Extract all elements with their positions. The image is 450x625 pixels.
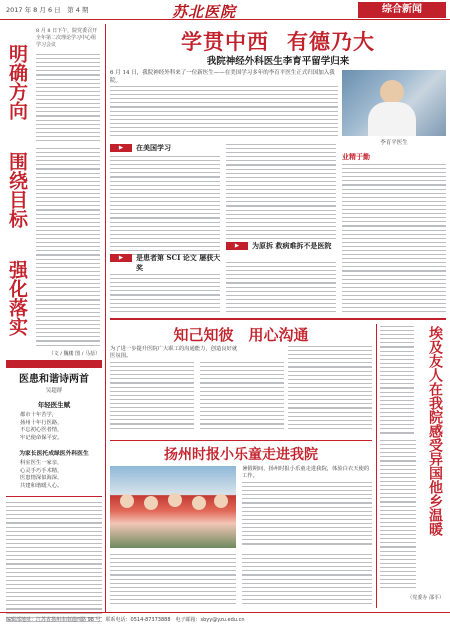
poem-line: 心灵手巧手术精， bbox=[20, 467, 63, 474]
poem-1 bbox=[20, 412, 100, 442]
story-2-col-2 bbox=[200, 362, 284, 432]
story-3 bbox=[110, 444, 372, 606]
lead-headline-part-2: 有德乃大 bbox=[287, 29, 375, 54]
story-2-headline: 知己知彼 用心沟通 bbox=[173, 326, 309, 344]
lead-intro: 6 月 14 日，我院神经外科来了一位新医生——在美国学习多年的李育平医生正式归国加入我院。 bbox=[110, 70, 335, 84]
side-text-2 bbox=[380, 440, 416, 590]
left-section-bar bbox=[6, 360, 102, 368]
lead-photo bbox=[342, 70, 446, 136]
slogan-1: 明确方向 bbox=[6, 44, 28, 120]
story-3-photo bbox=[110, 466, 236, 548]
subhead-marker: ▶ bbox=[110, 254, 132, 262]
page-footer bbox=[0, 612, 450, 625]
side-story-headline: 埃及友人在我院感受异国他乡温暖 bbox=[427, 326, 443, 536]
poem-2 bbox=[20, 460, 100, 490]
person-head bbox=[380, 80, 404, 104]
lead-subhead-3: 是患者第 SCI 论文 屡获大奖 bbox=[136, 253, 221, 272]
subhead-marker: ▶ bbox=[226, 242, 248, 250]
story-3-headline: 扬州时报小乐童走进我院 bbox=[164, 447, 318, 463]
child-head bbox=[192, 496, 206, 510]
left-text-block-2 bbox=[36, 148, 100, 348]
story-divider bbox=[110, 440, 372, 441]
lead-col-2-text-2 bbox=[226, 262, 336, 314]
child-head bbox=[120, 494, 134, 508]
newspaper-logo: 苏北医院 bbox=[172, 3, 237, 21]
side-byline: （党委办 邵平） bbox=[407, 595, 444, 601]
left-column bbox=[6, 24, 102, 624]
poem-line: 都市十年苦学， bbox=[20, 412, 58, 418]
lead-subhead-2: 业精于勤 bbox=[342, 152, 370, 161]
story-3-col-3 bbox=[242, 554, 372, 604]
poem-line: 科室医生一家亲， bbox=[20, 460, 63, 466]
story-3-col-1 bbox=[110, 554, 236, 604]
poem-line: 医患情深似海深， bbox=[20, 475, 63, 481]
child-head bbox=[144, 496, 158, 510]
lead-intro-text bbox=[110, 86, 338, 140]
lead-subheadline: 我院神经外科医生李育平留学归来 bbox=[206, 56, 350, 67]
divider bbox=[6, 496, 102, 497]
lead-col-3-text bbox=[342, 164, 446, 314]
subhead-marker: ▶ bbox=[110, 144, 132, 152]
story-2-col-3 bbox=[288, 346, 372, 432]
article-2-author: 吴超群 bbox=[45, 388, 63, 394]
slogan-2: 围绕目标 bbox=[6, 152, 28, 228]
side-text-1 bbox=[380, 326, 414, 436]
story-3-col-2 bbox=[242, 482, 372, 548]
person-coat bbox=[368, 102, 416, 136]
issue-date: 2017 年 8 月 6 日 第 4 期 bbox=[6, 6, 89, 14]
article-2-title: 医患和谐诗两首 bbox=[19, 374, 89, 385]
lead-story bbox=[110, 26, 446, 316]
column-divider bbox=[105, 24, 106, 612]
page-header bbox=[0, 0, 450, 20]
poem-line: 牢记使命保平安。 bbox=[20, 434, 63, 441]
poem-line: 不忘初心医者情， bbox=[20, 427, 63, 433]
left-lead-text: 8 月 8 日下午，院党委召开全年第二次理论学习中心组学习会议 bbox=[36, 28, 98, 48]
slogan-3: 强化落实 bbox=[6, 260, 28, 336]
lead-photo-caption: 李育平医生 bbox=[380, 140, 408, 146]
story-2 bbox=[110, 324, 372, 436]
lead-headline-part-1: 学贯中西 bbox=[181, 29, 269, 54]
poem-line: 扬州十年行医路， bbox=[20, 419, 63, 426]
poem-1-title: 年轻医生赋 bbox=[37, 401, 71, 409]
child-head bbox=[214, 494, 228, 508]
lead-col-2-text bbox=[226, 144, 336, 240]
poem-line: 共建和谐暖人心。 bbox=[20, 482, 63, 489]
lead-subhead-1: 在美国学习 bbox=[136, 143, 171, 152]
child-head bbox=[168, 493, 182, 507]
story-divider bbox=[110, 318, 446, 320]
poem-2-title: 为家长医托成绿医外科医生 bbox=[19, 451, 89, 457]
story-2-col-1 bbox=[110, 362, 194, 432]
editor-note: （文 / 魏楼 图 / 马蓓） bbox=[48, 351, 100, 357]
lead-headline bbox=[110, 26, 446, 56]
left-text-block bbox=[36, 54, 100, 144]
lead-col-1-text-2 bbox=[110, 274, 220, 314]
section-title: 综合新闻 bbox=[358, 2, 446, 18]
story-2-intro: 为了进一步提升医院广大职工的沟通能力，创造良好就医氛围。 bbox=[110, 346, 238, 359]
story-3-intro: 暑假期间，扬州时报小乐童走进我院，体验白衣天使的工作。 bbox=[242, 466, 370, 479]
side-story bbox=[376, 324, 446, 608]
left-bottom-text bbox=[6, 502, 102, 625]
lead-subhead-4: 为原拆 救病难拆不是医院 bbox=[252, 241, 332, 250]
lead-col-1-text bbox=[110, 156, 220, 256]
footer-text: 编辑部地址：江苏省扬州市南通西路 98 号 联系电话：0514-87373888 电子邮箱：sbyy@yzu.edu.cn bbox=[6, 617, 245, 623]
